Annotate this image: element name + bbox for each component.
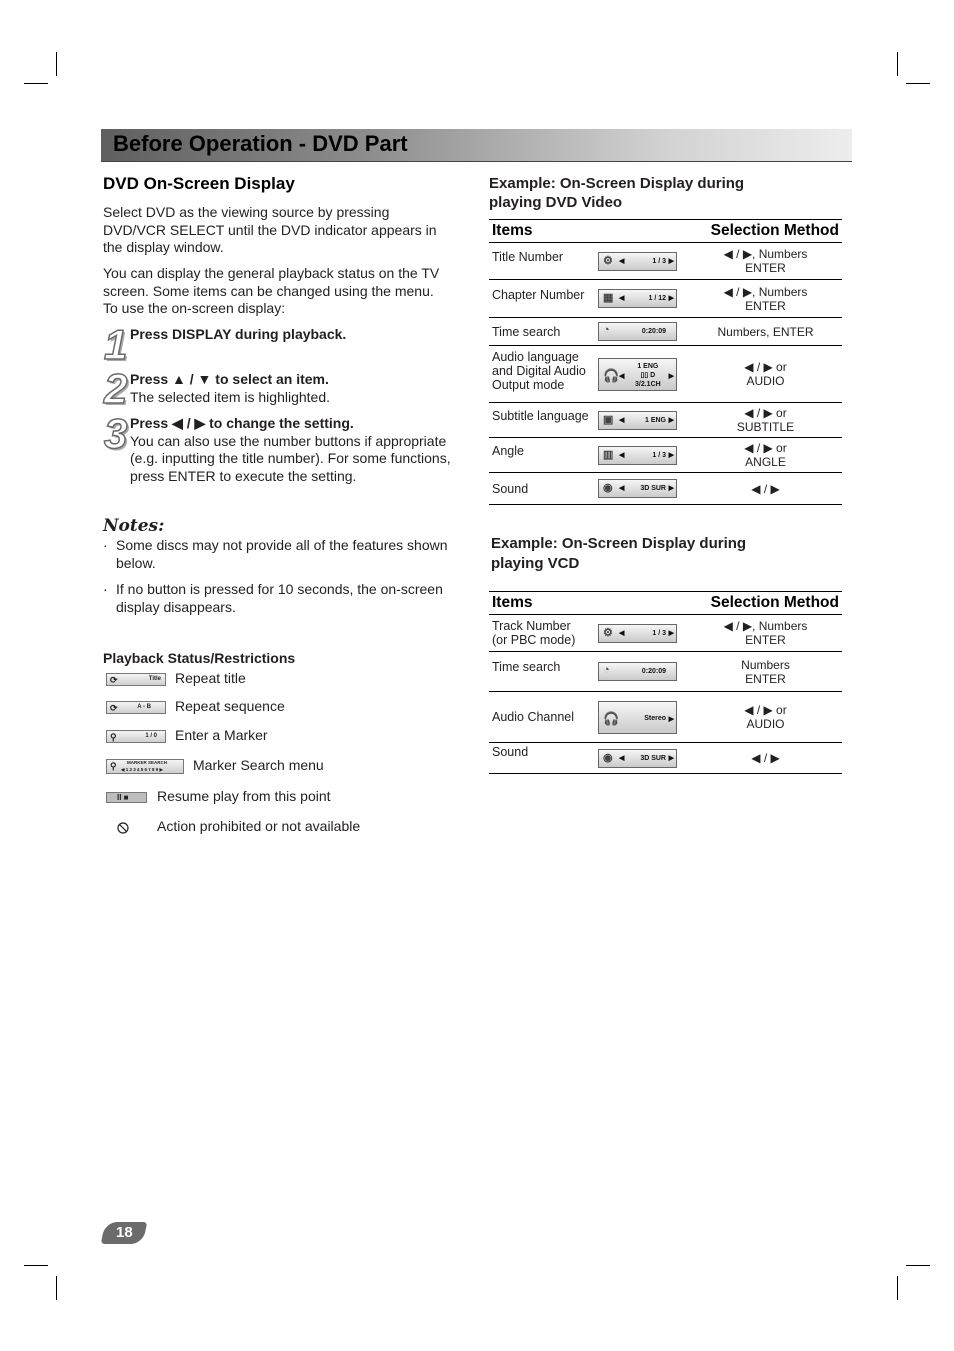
text-line: Example: On-Screen Display during bbox=[489, 175, 745, 192]
osd-cell bbox=[595, 346, 689, 403]
osd-cell bbox=[595, 615, 689, 652]
intro-paragraph-1 bbox=[103, 204, 463, 257]
col-osd bbox=[595, 220, 689, 243]
crop-mark bbox=[24, 83, 48, 84]
text-line: Output mode bbox=[492, 378, 565, 392]
marker-icon bbox=[106, 730, 166, 743]
item-cell: Angle bbox=[489, 438, 595, 473]
marker-figure-icon: ⚲ bbox=[110, 761, 117, 771]
icon-label: 1 / 0 bbox=[145, 733, 157, 739]
crop-mark bbox=[24, 1265, 48, 1266]
step-2-title: Press ▲ / ▼ to select an item. bbox=[130, 371, 329, 387]
text-line: ◀ / ▶, Numbers bbox=[723, 247, 808, 261]
film-icon: ▦ bbox=[603, 292, 614, 304]
crop-mark bbox=[906, 1265, 930, 1266]
icon-label: Title bbox=[148, 676, 161, 682]
osd-display[interactable] bbox=[598, 662, 677, 681]
osd-cell bbox=[595, 743, 689, 774]
text-line: Numbers, ENTER bbox=[717, 324, 814, 339]
method-cell bbox=[689, 346, 842, 403]
text-line: Example: On-Screen Display during bbox=[491, 535, 747, 552]
text-line: ◀ / ▶ or bbox=[744, 441, 787, 455]
item-cell: Audio Channel bbox=[489, 692, 595, 743]
page-title: Before Operation - DVD Part bbox=[113, 131, 408, 156]
speaker-icon: ◉ bbox=[603, 482, 613, 494]
dvd-example-heading bbox=[489, 174, 744, 212]
text-line: playing VCD bbox=[491, 555, 580, 572]
icon-label: II ■ bbox=[117, 793, 129, 802]
step-number-2: 2 bbox=[104, 365, 128, 412]
osd-value: 1 / 3 bbox=[652, 451, 666, 459]
osd-display[interactable]: 🎧 Stereo ▶ bbox=[598, 701, 677, 734]
osd-value: 3D SUR bbox=[640, 485, 666, 492]
col-items: Items bbox=[489, 592, 595, 615]
item-cell bbox=[489, 615, 595, 652]
step-2-text: The selected item is highlighted. bbox=[130, 388, 330, 405]
osd-value: 1 / 3 bbox=[652, 257, 666, 265]
text-line: SUBTITLE bbox=[736, 420, 795, 434]
item-cell: Sound bbox=[489, 473, 595, 505]
osd-display[interactable]: ▦ ◀ 1 / 12 ▶ bbox=[598, 289, 677, 308]
osd-value: Stereo bbox=[644, 714, 666, 722]
text-line: ENTER bbox=[745, 298, 786, 313]
table-header-row bbox=[489, 220, 842, 243]
text-line: Numbers bbox=[741, 657, 790, 672]
text-line: Audio language bbox=[492, 350, 579, 364]
table-row bbox=[489, 280, 842, 318]
text-line: DVD/VCR SELECT until the DVD indicator appears in bbox=[103, 221, 437, 238]
item-cell bbox=[489, 346, 595, 403]
text-line: Select DVD as the viewing source by pressing bbox=[103, 204, 390, 220]
headphone-icon: 🎧 bbox=[603, 710, 620, 726]
item-cell: Title Number bbox=[489, 243, 595, 280]
osd-cell bbox=[595, 438, 689, 473]
playback-label: Enter a Marker bbox=[175, 727, 268, 743]
text-line: ◀ / ▶ or bbox=[744, 703, 787, 717]
text-line: ◀ / ▶, Numbers bbox=[723, 284, 808, 299]
osd-display[interactable]: ⚙ ◀ 1 / 3 ▶ bbox=[598, 624, 677, 643]
table-row bbox=[489, 692, 842, 743]
table-row bbox=[489, 473, 842, 505]
osd-cell bbox=[595, 652, 689, 692]
text-line: playing DVD Video bbox=[489, 194, 623, 211]
text-line: the display window. bbox=[103, 239, 224, 255]
marker-search-icon bbox=[106, 759, 184, 774]
osd-value bbox=[635, 362, 661, 389]
speaker-icon: ◉ bbox=[603, 751, 613, 764]
bullet-dot: · bbox=[103, 537, 108, 553]
osd-value: 3D SUR bbox=[640, 754, 666, 762]
text-line: AUDIO bbox=[746, 374, 785, 388]
step-3 bbox=[130, 415, 470, 485]
camera-icon: ▥ bbox=[603, 448, 614, 461]
text-line: display disappears. bbox=[116, 598, 236, 615]
playback-label: Action prohibited or not available bbox=[157, 818, 361, 834]
method-cell bbox=[689, 243, 842, 280]
osd-cell bbox=[595, 473, 689, 505]
crop-mark bbox=[56, 52, 57, 76]
dvd-osd-table bbox=[489, 219, 842, 505]
text-line: 1 ENG bbox=[637, 362, 659, 370]
crop-mark bbox=[897, 52, 898, 76]
step-2 bbox=[130, 371, 470, 406]
note-item bbox=[103, 581, 463, 616]
col-items: Items bbox=[489, 220, 595, 243]
col-method: Selection Method bbox=[689, 220, 842, 243]
item-cell: Chapter Number bbox=[489, 280, 595, 318]
method-cell bbox=[689, 692, 842, 743]
repeat-ab-icon bbox=[106, 701, 166, 714]
osd-value: 1 / 12 bbox=[648, 295, 666, 302]
step-number-3: 3 bbox=[104, 410, 128, 457]
icon-label: ◀ 1 2 3 4 5 6 7 8 9 ▶ bbox=[121, 767, 163, 772]
step-3-text: press ENTER to execute the setting. bbox=[130, 467, 357, 484]
bullet-dot: · bbox=[103, 581, 108, 597]
method-cell bbox=[689, 318, 842, 346]
vcd-example-heading bbox=[491, 534, 746, 574]
text-line: below. bbox=[116, 554, 156, 571]
item-cell: Subtitle language bbox=[489, 403, 595, 438]
text-line: ENTER bbox=[745, 261, 786, 275]
table-row bbox=[489, 615, 842, 652]
item-cell: Time search bbox=[489, 652, 595, 692]
text-line: Track Number bbox=[492, 619, 571, 633]
text-line: If no button is pressed for 10 seconds, the on-screen bbox=[116, 581, 443, 597]
osd-display[interactable]: ◉ ◀ 3D SUR ▶ bbox=[598, 479, 677, 498]
repeat-icon: ⟳ bbox=[110, 703, 118, 713]
step-number-1: 1 bbox=[104, 321, 128, 368]
table-row bbox=[489, 403, 842, 438]
step-3-title: Press ◀ / ▶ to change the setting. bbox=[130, 415, 354, 431]
disc-icon: ⚙ bbox=[603, 254, 613, 267]
osd-cell bbox=[595, 318, 689, 346]
text-line: ◀ / ▶ bbox=[751, 481, 780, 496]
text-line: ANGLE bbox=[745, 455, 786, 469]
text-line: ENTER bbox=[745, 671, 786, 686]
osd-display[interactable]: ◉ ◀ 3D SUR ▶ bbox=[598, 749, 677, 768]
osd-cell bbox=[595, 243, 689, 280]
table-row bbox=[489, 438, 842, 473]
text-line: 3/2.1CH bbox=[635, 380, 661, 388]
crop-mark bbox=[906, 83, 930, 84]
table-row bbox=[489, 743, 842, 774]
method-cell bbox=[689, 280, 842, 318]
text-line: To use the on-screen display: bbox=[103, 300, 286, 316]
disc-icon: ⚙ bbox=[603, 626, 613, 639]
text-line: ◀ / ▶ or bbox=[744, 406, 787, 420]
section-heading: DVD On-Screen Display bbox=[103, 174, 295, 193]
icon-label: A - B bbox=[137, 704, 151, 710]
osd-display[interactable]: ▣ ◀ 1 ENG ▶ bbox=[598, 411, 677, 430]
section-header-bar bbox=[101, 129, 852, 162]
table-row bbox=[489, 652, 842, 692]
vcd-osd-table bbox=[489, 591, 842, 774]
resume-icon bbox=[106, 792, 147, 803]
step-3-text: You can also use the number buttons if appropriate bbox=[130, 432, 447, 449]
method-cell bbox=[689, 743, 842, 774]
method-cell bbox=[689, 652, 842, 692]
text-line: (or PBC mode) bbox=[492, 633, 576, 647]
clock-icon: ◔ bbox=[603, 664, 610, 676]
repeat-icon: ⟳ bbox=[110, 675, 118, 685]
method-cell bbox=[689, 438, 842, 473]
text-line: screen. Some items can be changed using the menu. bbox=[103, 282, 434, 299]
playback-label: Repeat title bbox=[175, 670, 246, 686]
osd-display[interactable] bbox=[598, 322, 677, 341]
crop-mark bbox=[56, 1276, 57, 1300]
marker-figure-icon: ⚲ bbox=[110, 732, 117, 742]
clock-icon: ◔ bbox=[603, 324, 610, 336]
osd-cell bbox=[595, 692, 689, 743]
crop-mark bbox=[897, 1276, 898, 1300]
step-1-title: Press DISPLAY during playback. bbox=[130, 326, 347, 342]
osd-display[interactable]: ⚙ ◀ 1 / 3 ▶ bbox=[598, 252, 677, 271]
table-row bbox=[489, 346, 842, 403]
playback-label: Resume play from this point bbox=[157, 788, 331, 804]
intro-paragraph-2 bbox=[103, 265, 463, 318]
step-3-text: (e.g. inputting the title number). For some functions, bbox=[130, 450, 451, 466]
method-cell bbox=[689, 615, 842, 652]
text-line: AUDIO bbox=[746, 717, 785, 731]
col-method: Selection Method bbox=[689, 592, 842, 615]
text-line: ◀ / ▶ or bbox=[744, 360, 787, 374]
table-header-row bbox=[489, 592, 842, 615]
notes-title: Notes: bbox=[103, 516, 165, 536]
osd-cell bbox=[595, 403, 689, 438]
item-cell: Sound bbox=[489, 743, 595, 774]
table-row bbox=[489, 318, 842, 346]
text-line: ◀ / ▶ bbox=[751, 751, 780, 765]
method-cell bbox=[689, 403, 842, 438]
osd-value: 1 / 3 bbox=[652, 629, 666, 637]
text-line: and Digital Audio bbox=[492, 364, 586, 378]
prohibited-icon bbox=[117, 821, 129, 833]
osd-value: 1 ENG bbox=[644, 416, 666, 424]
col-osd bbox=[595, 592, 689, 615]
text-line: ▯▯ D bbox=[640, 371, 656, 379]
osd-cell bbox=[595, 280, 689, 318]
osd-display[interactable]: ▥ ◀ 1 / 3 ▶ bbox=[598, 446, 677, 465]
method-cell bbox=[689, 473, 842, 505]
text-line: ENTER bbox=[745, 633, 786, 647]
item-cell: Time search bbox=[489, 318, 595, 346]
headphone-icon: 🎧 bbox=[603, 367, 620, 383]
osd-value: 0:20:09 bbox=[641, 328, 666, 335]
playback-label: Marker Search menu bbox=[193, 757, 324, 773]
page-number-badge bbox=[101, 1222, 148, 1244]
osd-value: 0:20:09 bbox=[641, 668, 666, 675]
text-line: ◀ / ▶, Numbers bbox=[723, 619, 808, 633]
icon-label: MARKER SEARCH bbox=[127, 760, 168, 765]
page-number: 18 bbox=[115, 1224, 133, 1241]
text-line: Some discs may not provide all of the features shown bbox=[116, 537, 448, 553]
subtitle-icon: ▣ bbox=[603, 413, 614, 426]
playback-label: Repeat sequence bbox=[175, 698, 285, 714]
text-line: You can display the general playback status on the TV bbox=[103, 265, 440, 281]
repeat-title-icon bbox=[106, 673, 166, 686]
osd-display[interactable]: 🎧 ◀ 1 ENG ▯▯ D 3/2.1CH ▶ bbox=[598, 358, 677, 391]
table-row bbox=[489, 243, 842, 280]
playback-heading: Playback Status/Restrictions bbox=[103, 650, 296, 666]
note-item bbox=[103, 537, 463, 572]
